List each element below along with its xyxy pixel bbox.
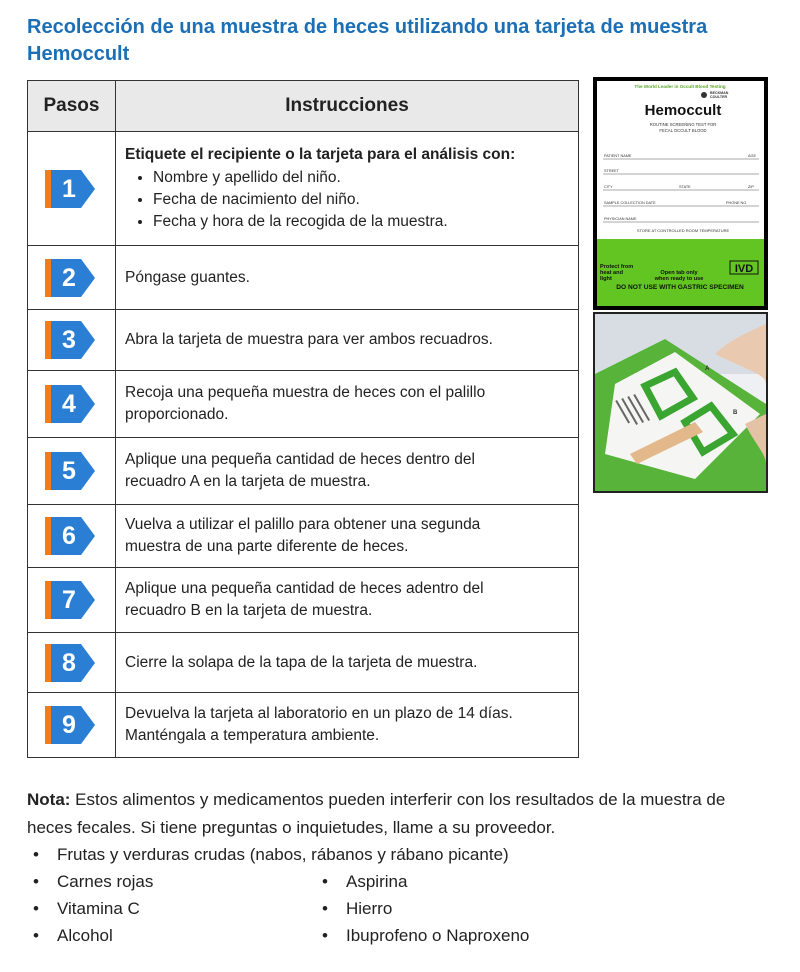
table-row [28,310,579,371]
table-row [28,371,579,438]
list-item: • Frutas y verduras crudas (nabos, rábanos y rábano picante) [57,841,509,868]
step-text-line: recuadro A en la tarjeta de muestra. [125,473,371,490]
field-zip: ZIP [748,185,754,189]
list-item: • Hierro [346,895,392,922]
header-steps: Pasos [28,81,116,132]
ivd-mark: IVD [734,263,754,275]
table-row [28,438,579,505]
maker-line-1: BECKMAN [710,91,729,95]
hemoccult-card-photo [593,77,768,310]
table-row [28,693,579,758]
header-instructions: Instrucciones [116,81,579,132]
field-physician: PHYSICIAN NAME [604,217,637,221]
page-title: Recolección de una muestra de heces utilizando una tarjeta de muestra Hemoccult [27,16,708,65]
steps-table [27,80,579,758]
step-text-line: recuadro B en la tarjeta de muestra. [125,602,373,619]
step-text-line: Devuelva la tarjeta al laboratorio en un plazo de 14 días. [125,705,513,722]
table-row [28,505,579,568]
protect-line-3: light [600,276,612,282]
list-item: • Alcohol [57,922,113,949]
list-item: • Vitamina C [57,895,140,922]
list-item: • Aspirina [346,868,407,895]
list-item: • Fecha y hora de la recogida de la muestra. [153,211,570,233]
card-subtitle-1: ROUTINE SCREENING TEST FOR [649,122,717,127]
step-lead-text: Etiquete el recipiente o la tarjeta para el análisis con: [125,146,516,163]
step-text-line: proporcionado. [125,406,229,423]
step-text-line: muestra de una parte diferente de heces. [125,538,409,555]
step-text: Póngase guantes. [116,246,579,310]
table-row [28,246,579,310]
step-text-line: Recoja una pequeña muestra de heces con el palillo [125,384,486,401]
step-text-line: Aplique una pequeña cantidad de heces adentro del [125,580,484,597]
open-line-2: when ready to use [654,276,704,282]
step-number-badge: 6 [45,517,95,555]
list-item: • Ibuprofeno o Naproxeno [346,922,529,949]
field-city: CITY [604,185,613,189]
list-item: • Fecha de nacimiento del niño. [153,189,570,211]
step-number-badge: 2 [45,259,95,297]
sample-card-photo [593,312,768,493]
step-text: Cierre la solapa de la tapa de la tarjeta de muestra. [116,633,579,693]
list-item: • Carnes rojas [57,868,153,895]
open-line-1: Open tab only [660,270,698,276]
field-patient: PATIENT NAME [604,154,632,158]
field-phone: PHONE NO. [726,201,748,205]
step-text: Abra la tarjeta de muestra para ver ambos recuadros. [116,310,579,371]
box-b-label: B [733,410,738,416]
step-number-badge: 4 [45,385,95,423]
protect-line-1: Protect from [600,264,634,270]
field-age: AGE [748,154,757,158]
step-number-badge: 7 [45,581,95,619]
note-paragraph [27,786,767,842]
table-header-row [28,81,579,132]
step-number-badge: 5 [45,452,95,490]
list-item: • Nombre y apellido del niño. [153,167,570,189]
field-street: STREET [604,169,619,173]
step-number-badge: 9 [45,706,95,744]
field-state: STATE [679,185,691,189]
step-text-line: Vuelva a utilizar el palillo para obtener una segunda [125,516,481,533]
step-number-badge: 1 [45,170,95,208]
step-text-line: Aplique una pequeña cantidad de heces dentro del [125,451,475,468]
card-brand: Hemoccult [644,102,722,119]
maker-line-2: COULTER [710,95,728,99]
table-row [28,568,579,633]
card-tagline: The World Leader in Occult Blood Testing [634,84,726,89]
protect-line-2: heat and [600,270,624,276]
card-storage-note: STORE AT CONTROLLED ROOM TEMPERATURE [636,228,730,233]
card-warning: DO NOT USE WITH GASTRIC SPECIMEN [616,284,744,291]
step-number-badge: 8 [45,644,95,682]
note-label: Nota: [27,790,71,809]
card-subtitle-2: FECAL OCCULT BLOOD [659,128,707,133]
label-fields-list [125,167,570,233]
table-row [28,633,579,693]
box-a-label: A [705,366,710,372]
note-text: Estos alimentos y medicamentos pueden interferir con los resultados de la muestra de heces fecales. Si tiene preguntas o inquietudes, llame a su proveedor. [27,790,726,837]
step-number-badge: 3 [45,321,95,359]
table-row [28,132,579,246]
step-text-line: Manténgala a temperatura ambiente. [125,727,380,744]
field-date: SAMPLE COLLECTION DATE [604,201,656,205]
